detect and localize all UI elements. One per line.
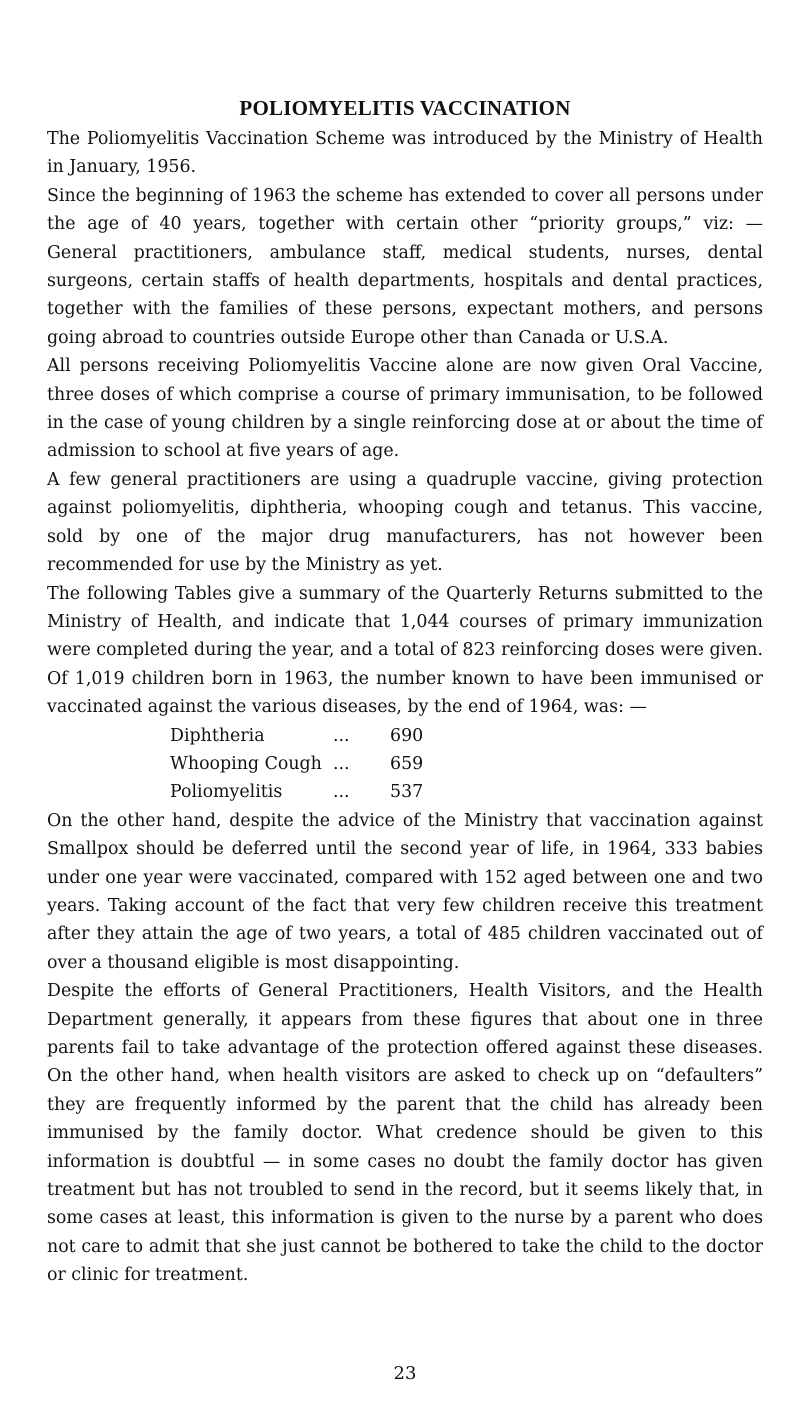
stat-label: Whooping Cough: [170, 753, 322, 774]
stat-leader-dots: ...: [333, 782, 350, 803]
paragraph-quadruple-vaccine: A few general practitioners are using a quadruple vaccine, giving protection against poliomyelitis, diphtheria, whooping cough and tetanus. This vaccine, sold by one of the major drug manufacturers, has not however been recommended for use by the Ministry as yet.: [47, 469, 763, 576]
immunisation-stats: [170, 722, 470, 807]
paragraph-scope: Since the beginning of 1963 the scheme has extended to cover all persons under the age of 40 years, together with certain other “priority groups,” viz: — General practitioners, ambulance staff, medical students, nurses, dental surgeons, certain staffs of health departments, hospitals and dental practices, together with the families of these persons, expectant mothers, and persons going abroad to countries outside Europe other than Canada or U.S.A.: [47, 185, 763, 348]
stat-row-whooping-cough: [170, 750, 470, 778]
stat-value: 537: [390, 782, 424, 803]
page-title: POLIOMYELITIS VACCINATION: [239, 96, 571, 120]
stat-leader-dots: ...: [333, 725, 350, 746]
stat-label: Poliomyelitis: [170, 782, 283, 803]
body-text: [47, 125, 763, 1290]
paragraph-defaulters: Despite the efforts of General Practitioners, Health Visitors, and the Health Department generally, it appears from these figures that about one in three parents fail to take advantage of the protection offered against these diseases. On the other hand, when health visitors are asked to check up on “defaulters” they are frequently informed by the parent that the child has already been immunised by the family doctor. What credence should be given to this information is doubtful — in some cases no doubt the family doctor has given treatment but has not troubled to send in the record, but it seems likely that, in some cases at least, this information is given to the nurse by a parent who does not care to admit that she just cannot be bothered to take the child to the doctor or clinic for treatment.: [47, 981, 763, 1286]
stat-row-diphtheria: [170, 722, 470, 750]
stat-value: 690: [390, 725, 424, 746]
paragraph-intro: The Poliomyelitis Vaccination Scheme was introduced by the Ministry of Health in January, 1956.: [47, 129, 763, 178]
paragraph-quarterly-returns: The following Tables give a summary of the Quarterly Returns submitted to the Ministry of Health, and indicate that 1,044 courses of primary immunization were completed during the year, and a total of 823 reinforcing doses were given.: [47, 583, 764, 661]
paragraph-oral-vaccine: All persons receiving Poliomyelitis Vaccine alone are now given Oral Vaccine, three doses of which comprise a course of primary immunisation, to be followed in the case of young children by a single reinforcing dose at or about the time of admission to school at five years of age.: [47, 356, 763, 462]
stat-leader-dots: ...: [333, 753, 350, 774]
paragraph-smallpox: On the other hand, despite the advice of the Ministry that vaccination against Smallpox should be deferred until the second year of life, in 1964, 333 babies under one year were vaccinated, compared with 152 aged between one and two years. Taking account of the fact that very few children receive this treatment after they attain the age of two years, a total of 485 children vaccinated out of over a thousand eligible is most disappointing.: [47, 810, 763, 973]
stat-row-poliomyelitis: [170, 778, 470, 806]
stat-label: Diphtheria: [170, 725, 265, 746]
page-number: 23: [393, 1363, 417, 1384]
paragraph-children-1963: Of 1,019 children born in 1963, the number known to have been immunised or vaccinated against the various diseases, by the end of 1964, was: —: [47, 668, 763, 718]
stat-value: 659: [390, 753, 424, 774]
